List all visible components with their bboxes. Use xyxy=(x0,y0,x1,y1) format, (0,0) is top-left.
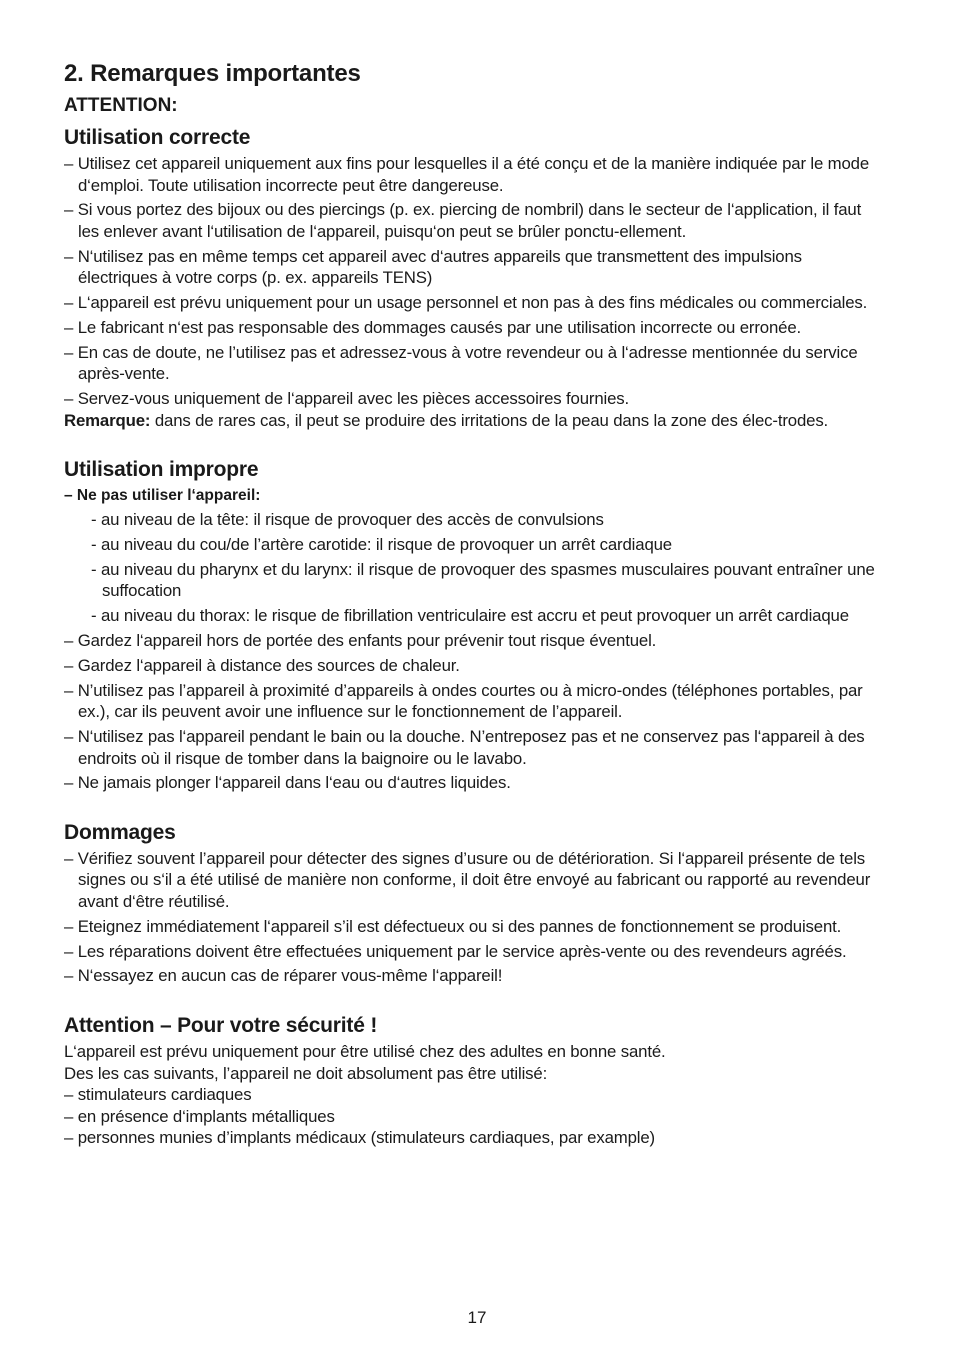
section-title-securite: Attention – Pour votre sécurité ! xyxy=(64,1014,378,1037)
section-title-utilisation-correcte: Utilisation correcte xyxy=(64,126,251,149)
securite-intro-line-1: L‘appareil est prévu uniquement pour être utilisé chez des adultes en bonne santé. xyxy=(64,1042,666,1061)
list-item: – En cas de doute, ne l’utilisez pas et adressez-vous à votre revendeur ou à l‘adresse mentionnée du service après-vente. xyxy=(64,342,858,384)
list-item: - au niveau du pharynx et du larynx: il risque de provoquer des spasmes musculaires pouvant entraîner une suffocation xyxy=(91,559,875,601)
list-item: – Gardez l‘appareil hors de portée des enfants pour prévenir tout risque éventuel. xyxy=(64,630,657,650)
attention-label: ATTENTION: xyxy=(64,95,178,116)
list-item: - au niveau de la tête: il risque de provoquer des accès de convulsions xyxy=(91,510,604,530)
securite-list xyxy=(64,1084,884,1149)
list-item: – stimulateurs cardiaques xyxy=(64,1085,252,1105)
list-item: – L‘appareil est prévu uniquement pour un usage personnel et non pas à des fins médicales ou commerciales. xyxy=(64,293,868,313)
list-item: – Les réparations doivent être effectuées uniquement par le service après-vente ou des revendeurs agréés. xyxy=(64,941,847,961)
section-title-dommages: Dommages xyxy=(64,820,176,844)
remark-label: Remarque: xyxy=(64,410,151,430)
list-item: – en présence d‘implants métalliques xyxy=(64,1106,335,1126)
page-content xyxy=(64,57,884,1149)
list-item: – personnes munies d’implants médicaux (stimulateurs cardiaques, par example) xyxy=(64,1128,655,1148)
remark-paragraph xyxy=(64,410,884,432)
list-item: – Ne jamais plonger l‘appareil dans l‘eau ou d‘autres liquides. xyxy=(64,773,511,793)
securite-intro-line-2: Des les cas suivants, l’appareil ne doit absolument pas être utilisé: xyxy=(64,1063,548,1083)
list-item: – Eteignez immédiatement l‘appareil s’il est défectueux ou si des pannes de fonctionnement se produisent. xyxy=(64,916,842,936)
list-item: – Servez-vous uniquement de l‘appareil avec les pièces accessoires fournies. xyxy=(64,389,630,409)
page-number: 17 xyxy=(467,1308,487,1327)
remark-text: dans de rares cas, il peut se produire des irritations de la peau dans la zone des élec-trodes. xyxy=(150,410,829,430)
page-heading: 2. Remarques importantes xyxy=(64,60,361,87)
body-zone-list xyxy=(64,509,884,627)
section-title-utilisation-impropre: Utilisation impropre xyxy=(64,458,259,482)
list-item: – N‘utilisez pas l‘appareil pendant le bain ou la douche. N’entreposez pas et ne conservez pas l‘appareil à des endroits où il risque de tomber dans la baignoire ou le lavabo. xyxy=(64,726,865,768)
list-item: - au niveau du thorax: le risque de fibrillation ventriculaire est accru et peut provoquer un arrêt cardiaque xyxy=(91,606,849,626)
list-item: – N’utilisez pas l’appareil à proximité d’appareils à ondes courtes ou à micro-ondes (téléphones portables, par ex.), car ils peuvent avoir une influence sur le fonctionnement de l’appareil. xyxy=(64,680,863,722)
do-not-use-subhead: – Ne pas utiliser l‘appareil: xyxy=(64,487,261,505)
list-item: – Utilisez cet appareil uniquement aux fins pour lesquelles il a été conçu et de la manière indiquée par le mode d‘emploi. Toute utilisation incorrecte peut être dangereuse. xyxy=(64,154,870,195)
list-item: – Gardez l‘appareil à distance des sources de chaleur. xyxy=(64,655,460,675)
list-item: – Vérifiez souvent l’appareil pour détecter des signes d’usure ou de détérioration. Si l‘appareil présente de tels signes ou s‘il a été utilisé de manière non conforme, il doit être envoyé au fabricant ou rapporté au revendeur avant d‘être réutilisé. xyxy=(64,848,871,912)
list-item: – N‘utilisez pas en même temps cet appareil avec d‘autres appareils que transmettent des impulsions électriques à votre corps (p. ex. appareils TENS) xyxy=(64,246,802,288)
list-item: – N‘essayez en aucun cas de réparer vous-même l‘appareil! xyxy=(64,966,503,986)
list-item: - au niveau du cou/de l’artère carotide: il risque de provoquer un arrêt cardiaque xyxy=(91,535,672,555)
list-item: – Si vous portez des bijoux ou des piercings (p. ex. piercing de nombril) dans le secteur de l‘application, il faut les enlever avant l‘utilisation de l‘appareil, puisqu‘on peut se brûler ponctu-ellement. xyxy=(64,200,862,241)
utilisation-correcte-list xyxy=(64,153,884,410)
list-item: – Le fabricant n‘est pas responsable des dommages causés par une utilisation incorrecte ou erronée. xyxy=(64,317,802,337)
utilisation-impropre-list xyxy=(64,630,884,794)
dommages-list xyxy=(64,848,884,987)
